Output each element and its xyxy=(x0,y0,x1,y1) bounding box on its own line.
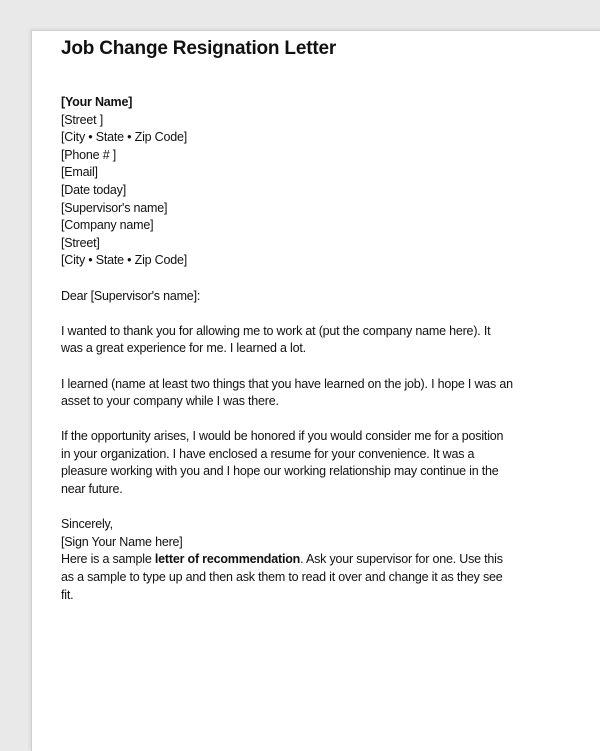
paragraph-line: was a great experience for me. I learned a lot. xyxy=(61,341,306,356)
paragraph-line: I wanted to thank you for allowing me to work at (put the company name here). It xyxy=(61,323,491,338)
closing-block xyxy=(61,516,531,604)
paragraph-thanks xyxy=(61,323,531,358)
paragraph-learned xyxy=(61,376,531,411)
company-city-state-zip: [City • State • Zip Code] xyxy=(61,253,188,268)
document-title: Job Change Resignation Letter xyxy=(61,38,337,59)
paragraph-line: in your organization. I have enclosed a resume for your convenience. It was a xyxy=(61,446,475,461)
sender-street: [Street ] xyxy=(61,112,103,127)
note-text-after: . Ask your supervisor for one. Use this xyxy=(300,552,503,567)
note-emphasis: letter of recommendation xyxy=(154,552,301,567)
letter-body xyxy=(61,94,531,604)
company-name: [Company name] xyxy=(61,218,154,233)
note-line: as a sample to type up and then ask them to read it over and change it as they see xyxy=(61,570,503,585)
paragraph-line: asset to your company while I was there. xyxy=(61,394,279,409)
sender-email: [Email] xyxy=(61,165,98,180)
paragraph-line: pleasure working with you and I hope our working relationship may continue in the xyxy=(61,464,499,479)
note-line: fit. xyxy=(61,587,74,602)
greeting xyxy=(61,288,531,306)
paragraph-opportunity xyxy=(61,428,531,498)
paragraph-line: near future. xyxy=(61,482,123,497)
sender-name: [Your Name] xyxy=(61,95,133,109)
paragraph-line: I learned (name at least two things that you have learned on the job). I hope I was an xyxy=(61,376,513,391)
sender-city-state-zip: [City • State • Zip Code] xyxy=(61,130,188,145)
note-text-before: Here is a sample xyxy=(61,552,155,567)
company-street: [Street] xyxy=(61,235,100,250)
closing-line: Sincerely, xyxy=(61,517,113,532)
address-block xyxy=(61,94,531,270)
greeting-line: Dear [Supervisor's name]: xyxy=(61,288,201,303)
note-line xyxy=(61,551,531,569)
signature-placeholder: [Sign Your Name here] xyxy=(61,534,183,549)
letter-date: [Date today] xyxy=(61,182,127,197)
sender-phone: [Phone # ] xyxy=(61,147,116,162)
paragraph-line: If the opportunity arises, I would be honored if you would consider me for a position xyxy=(61,429,504,444)
supervisor-name: [Supervisor's name] xyxy=(61,200,168,215)
